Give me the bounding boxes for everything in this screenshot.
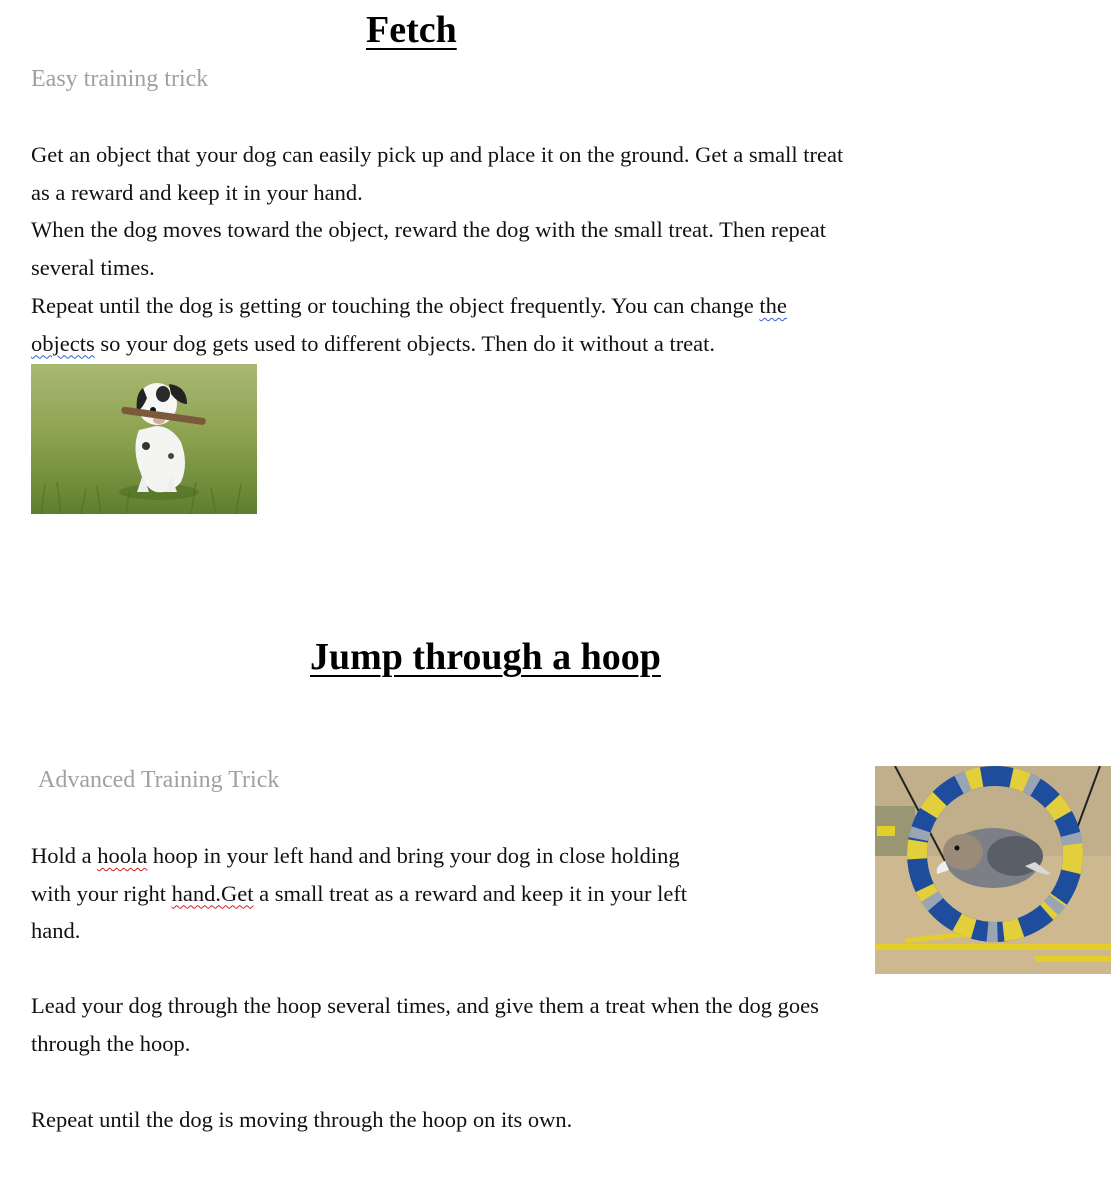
fetch-line <box>31 325 1081 363</box>
hoop-line <box>31 875 861 913</box>
grammar-flag-word[interactable]: the <box>759 292 787 318</box>
dog-with-stick-photo-icon[interactable] <box>31 364 257 514</box>
hoop-paragraph-3: Repeat until the dog is moving through the hoop on its own. <box>31 1107 573 1132</box>
fetch-instructions <box>31 136 1081 362</box>
hoop-text: with your right <box>31 880 172 906</box>
spelling-flag-word[interactable]: hand.Get <box>171 880 254 906</box>
dog-jumping-hoop-photo-icon[interactable] <box>875 766 1111 974</box>
hoop-text: hoop in your left hand and bring your dog in close holding <box>147 843 680 868</box>
fetch-line: Get an object that your dog can easily pick up and place it on the ground. Get a small treat <box>31 142 844 167</box>
hoop-line: through the hoop. <box>31 1030 191 1056</box>
hoop-text: a small treat as a reward and keep it in your left <box>253 880 688 906</box>
fetch-line: several times. <box>31 255 155 281</box>
fetch-subtitle: Easy training trick <box>31 66 209 92</box>
fetch-title: Fetch <box>366 9 457 51</box>
fetch-text: so your dog gets used to different objects. Then do it without a treat. <box>94 330 716 356</box>
hoop-line <box>31 837 861 875</box>
hoop-title: Jump through a hoop <box>310 636 661 678</box>
spelling-flag-word[interactable]: hoola <box>97 843 148 868</box>
grammar-flag-word[interactable]: objects <box>31 330 95 356</box>
hoop-line: Lead your dog through the hoop several times, and give them a treat when the dog goes <box>31 993 819 1018</box>
hoop-text: Hold a <box>31 843 98 868</box>
fetch-text: Repeat until the dog is getting or touching the object frequently. You can change <box>31 292 760 318</box>
fetch-line: When the dog moves toward the object, reward the dog with the small treat. Then repeat <box>31 217 826 243</box>
hoop-instructions <box>31 837 861 950</box>
fetch-line <box>31 287 1081 325</box>
fetch-line: as a reward and keep it in your hand. <box>31 179 363 205</box>
hoop-subtitle: Advanced Training Trick <box>38 767 280 793</box>
hoop-paragraph-2 <box>31 987 1081 1062</box>
hoop-line: hand. <box>31 918 81 944</box>
